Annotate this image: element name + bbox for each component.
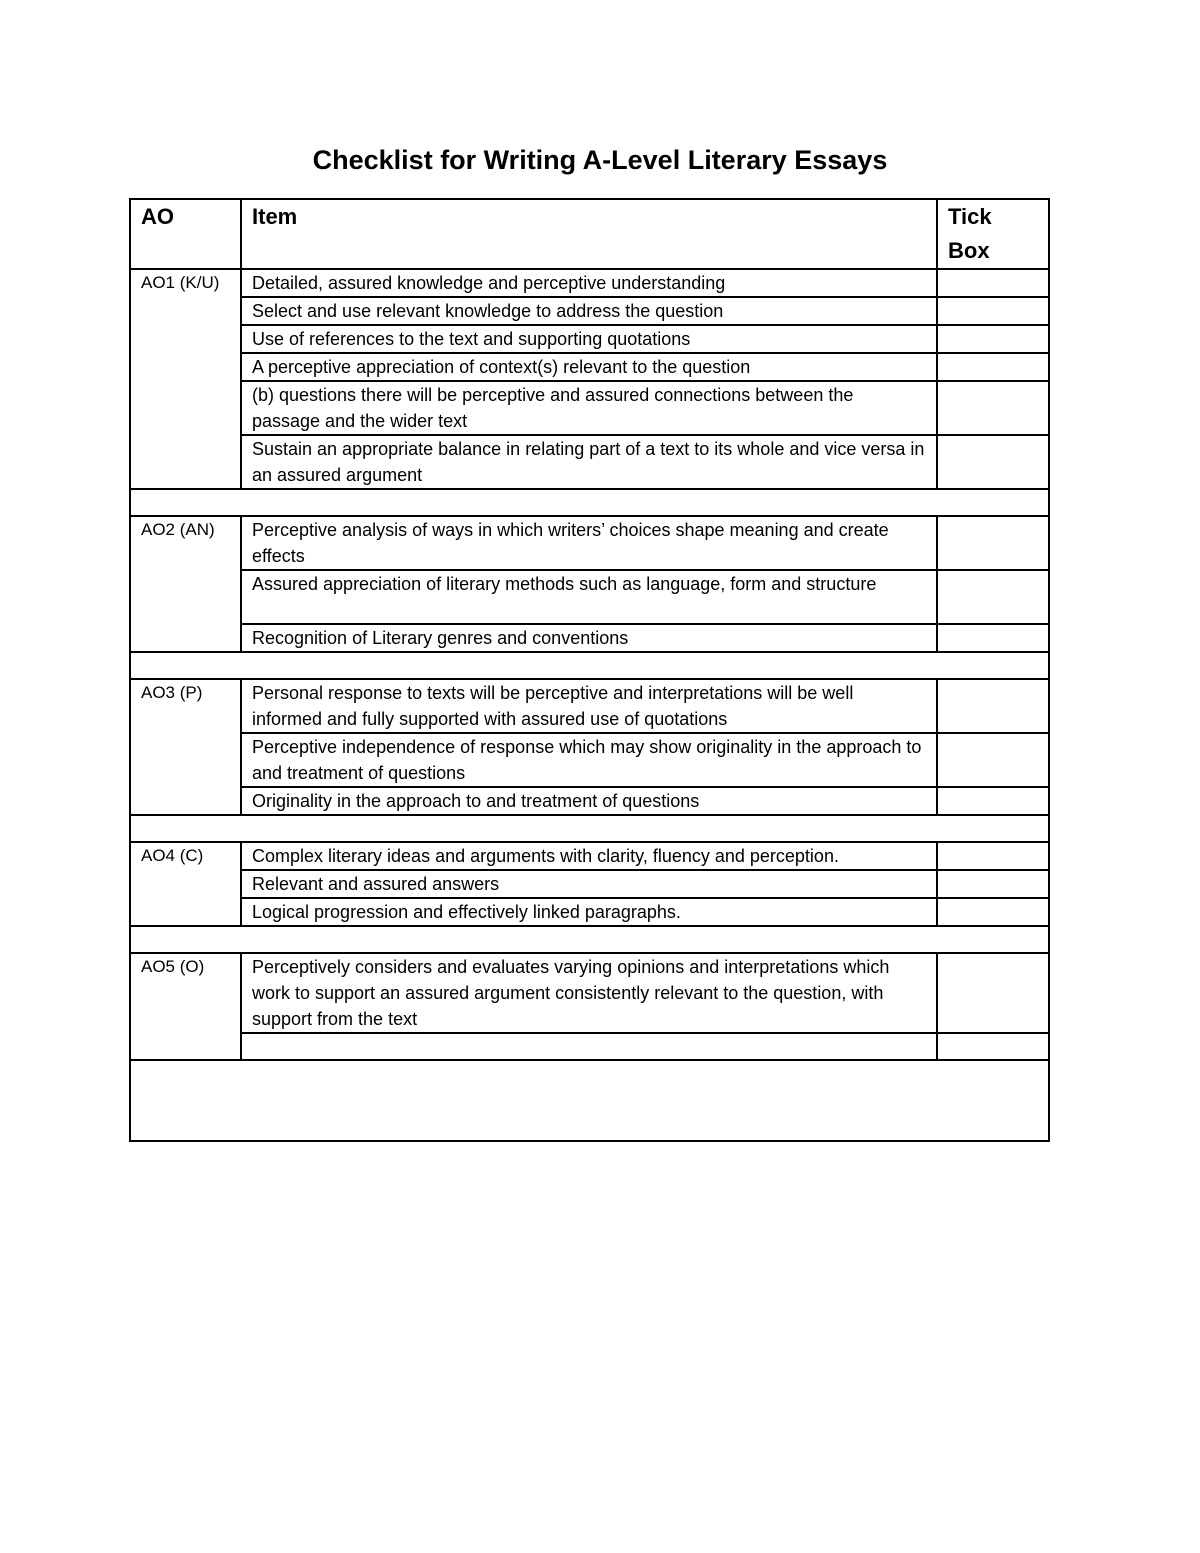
table-row [130,325,1049,353]
ao2-item-1: Perceptive analysis of ways in which writers’ choices shape meaning and create effects [241,516,937,570]
ao2-label: AO2 (AN) [130,516,241,652]
spacer-row [130,489,1049,516]
tick-box[interactable] [937,953,1049,1033]
table-row [130,297,1049,325]
tick-box[interactable] [937,570,1049,624]
tick-box[interactable] [937,679,1049,733]
table-row [130,269,1049,297]
header-tick-line2: Box [948,238,990,263]
ao1-item-1: Detailed, assured knowledge and perceptive understanding [241,269,937,297]
ao3-item-3: Originality in the approach to and treatment of questions [241,787,937,815]
spacer-row [130,926,1049,953]
spacer-row [130,815,1049,842]
header-item: Item [241,199,937,269]
spacer-row [130,652,1049,679]
header-tick-line1: Tick [948,204,992,229]
ao5-item-1: Perceptively considers and evaluates varying opinions and interpretations which work to support an assured argument consistently relevant to the question, with support from the text [241,953,937,1033]
ao1-label: AO1 (K/U) [130,269,241,489]
table-row [130,435,1049,489]
spacer-cell [130,926,1049,953]
tick-box[interactable] [937,898,1049,926]
ao1-item-4: A perceptive appreciation of context(s) relevant to the question [241,353,937,381]
ao2-item-3: Recognition of Literary genres and conventions [241,624,937,652]
table-row [130,870,1049,898]
ao2-item-2: Assured appreciation of literary methods such as language, form and structure [241,570,937,624]
ao4-item-2: Relevant and assured answers [241,870,937,898]
table-row [130,624,1049,652]
table-row [130,679,1049,733]
tick-box[interactable] [937,870,1049,898]
spacer-cell [130,652,1049,679]
tick-box[interactable] [937,353,1049,381]
spacer-cell [130,489,1049,516]
ao4-item-3: Logical progression and effectively linked paragraphs. [241,898,937,926]
table-row [130,516,1049,570]
tick-box[interactable] [937,842,1049,870]
checklist-table [129,198,1050,1142]
tick-box[interactable] [937,516,1049,570]
table-row [130,787,1049,815]
spacer-cell [130,815,1049,842]
table-header-row [130,199,1049,269]
ao3-item-2: Perceptive independence of response which may show originality in the approach to and treatment of questions [241,733,937,787]
page-title: Checklist for Writing A-Level Literary Essays [312,145,888,175]
table-row [130,842,1049,870]
table-row [130,570,1049,624]
ao1-item-5: (b) questions there will be perceptive and assured connections between the passage and the wider text [241,381,937,435]
ao4-label: AO4 (C) [130,842,241,926]
table-row [130,898,1049,926]
tick-box[interactable] [937,381,1049,435]
header-tick-box [937,199,1049,269]
ao1-item-6: Sustain an appropriate balance in relating part of a text to its whole and vice versa in an assured argument [241,435,937,489]
ao3-label: AO3 (P) [130,679,241,815]
header-ao: AO [130,199,241,269]
tick-box[interactable] [937,435,1049,489]
table-row [130,733,1049,787]
tick-box[interactable] [937,269,1049,297]
tick-box[interactable] [937,297,1049,325]
tick-box[interactable] [937,733,1049,787]
footer-blank-cell [130,1060,1049,1141]
table-row [130,353,1049,381]
table-row [130,1033,1049,1060]
ao1-item-3: Use of references to the text and supporting quotations [241,325,937,353]
tick-box[interactable] [937,1033,1049,1060]
ao1-item-2: Select and use relevant knowledge to address the question [241,297,937,325]
tick-box[interactable] [937,624,1049,652]
table-row [130,381,1049,435]
footer-blank-row [130,1060,1049,1141]
ao5-item-2 [241,1033,937,1060]
table-row [130,953,1049,1033]
ao5-label: AO5 (O) [130,953,241,1060]
ao3-item-1: Personal response to texts will be perceptive and interpretations will be well informed and fully supported with assured use of quotations [241,679,937,733]
ao4-item-1: Complex literary ideas and arguments with clarity, fluency and perception. [241,842,937,870]
tick-box[interactable] [937,325,1049,353]
tick-box[interactable] [937,787,1049,815]
